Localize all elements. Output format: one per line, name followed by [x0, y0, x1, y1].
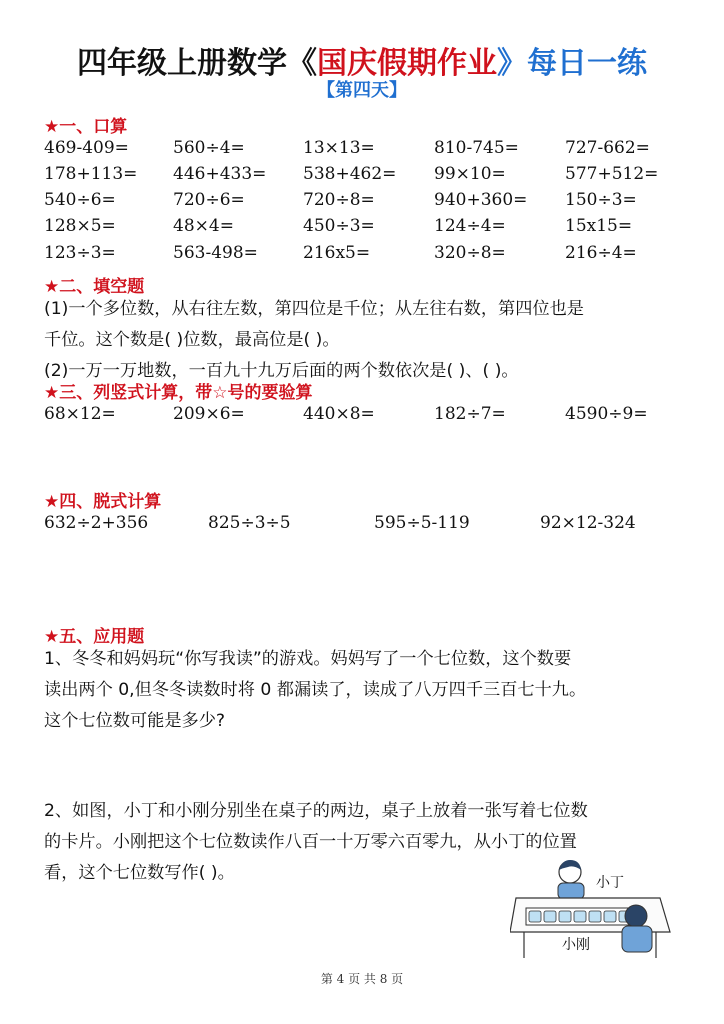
math-item: 538+462= — [303, 164, 397, 184]
math-item: 320÷8= — [434, 243, 506, 263]
math-item: 560÷4= — [173, 138, 245, 158]
step-calc-item: 92×12-324 — [540, 513, 636, 533]
math-item: 810-745= — [434, 138, 519, 158]
label-xiaoding: 小丁 — [596, 875, 624, 891]
mental-math-row — [0, 243, 724, 269]
math-item: 216x5= — [303, 243, 371, 263]
page-number: 第 4 页 共 8 页 — [320, 972, 404, 986]
step-calc-item: 825÷3÷5 — [208, 513, 291, 533]
desk-illustration — [510, 858, 682, 966]
title-part-3: 》每日一练 — [497, 46, 647, 81]
step-calc-item: 632÷2+356 — [44, 513, 149, 533]
question-line: (1)一个多位数，从右往左数，第四位是千位；从左往右数，第四位也是 — [44, 299, 584, 319]
calc-item: 68×12= — [44, 404, 116, 424]
math-item: 450÷3= — [303, 216, 375, 236]
math-item: 540÷6= — [44, 190, 116, 210]
calc-item: 4590÷9= — [565, 404, 648, 424]
vertical-calc-row — [0, 404, 724, 430]
mental-math-row — [0, 190, 724, 216]
number-card-icon — [526, 908, 638, 925]
math-item: 13×13= — [303, 138, 375, 158]
section-4-heading: ★四、脱式计算 — [44, 492, 162, 512]
math-item: 727-662= — [565, 138, 650, 158]
math-item: 216÷4= — [565, 243, 637, 263]
problem-line: 这个七位数可能是多少? — [44, 711, 225, 731]
question-line: 千位。这个数是( )位数，最高位是( )。 — [44, 330, 340, 350]
math-item: 940+360= — [434, 190, 528, 210]
word-problem-1 — [44, 644, 684, 737]
section-3-heading: ★三、列竖式计算，带☆号的要验算 — [44, 383, 313, 403]
page-subtitle: 【第四天】 — [317, 80, 407, 101]
fill-blank-questions — [44, 294, 684, 387]
math-item: 15x15= — [565, 216, 633, 236]
section-5-heading: ★五、应用题 — [44, 627, 145, 647]
question-line: (2)一万一万地数，一百九十九万后面的两个数依次是( )、( )。 — [44, 361, 519, 381]
mental-math-row — [0, 138, 724, 164]
problem-line: 2、如图，小丁和小刚分别坐在桌子的两边，桌子上放着一张写着七位数 — [44, 801, 588, 821]
math-item: 563-498= — [173, 243, 258, 263]
math-item: 48×4= — [173, 216, 234, 236]
step-calc-item: 595÷5-119 — [374, 513, 470, 533]
section-1-heading: ★一、口算 — [44, 117, 128, 137]
section-2-heading: ★二、填空题 — [44, 277, 145, 297]
math-item: 178+113= — [44, 164, 138, 184]
math-item: 720÷6= — [173, 190, 245, 210]
step-calc-row — [0, 513, 724, 539]
math-item: 446+433= — [173, 164, 267, 184]
math-item: 720÷8= — [303, 190, 375, 210]
mental-math-row — [0, 216, 724, 242]
problem-line: 1、冬冬和妈妈玩“你写我读”的游戏。妈妈写了一个七位数，这个数要 — [44, 649, 572, 669]
math-item: 577+512= — [565, 164, 659, 184]
title-part-1: 四年级上册数学《 — [77, 46, 317, 81]
calc-item: 182÷7= — [434, 404, 506, 424]
calc-item: 209×6= — [173, 404, 245, 424]
math-item: 123÷3= — [44, 243, 116, 263]
title-part-2: 国庆假期作业 — [317, 46, 497, 81]
math-item: 128×5= — [44, 216, 116, 236]
mental-math-row — [0, 164, 724, 190]
problem-line: 读出两个 0,但冬冬读数时将 0 都漏读了，读成了八万四千三百七十九。 — [44, 680, 587, 700]
math-item: 150÷3= — [565, 190, 637, 210]
math-item: 99×10= — [434, 164, 506, 184]
boy-xiaoding-icon — [558, 860, 584, 899]
label-xiaogang: 小刚 — [562, 937, 590, 953]
math-item: 124÷4= — [434, 216, 506, 236]
problem-line: 看，这个七位数写作( )。 — [44, 863, 235, 883]
problem-line: 的卡片。小刚把这个七位数读作八百一十万零六百零九，从小丁的位置 — [44, 832, 577, 852]
calc-item: 440×8= — [303, 404, 375, 424]
math-item: 469-409= — [44, 138, 129, 158]
